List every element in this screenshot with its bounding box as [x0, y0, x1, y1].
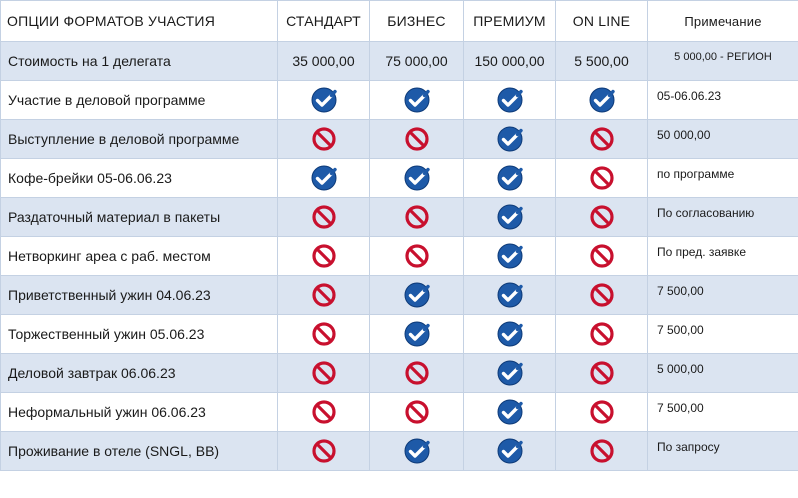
header-options: ОПЦИИ ФОРМАТОВ УЧАСТИЯ: [1, 1, 278, 42]
cell-online: [556, 432, 648, 471]
prohibited-icon: [589, 130, 615, 147]
row-label: Неформальный ужин 06.06.23: [1, 393, 278, 432]
cell-business: [370, 315, 464, 354]
cell-standard: [278, 198, 370, 237]
cell-business: [370, 159, 464, 198]
check-icon: [404, 169, 430, 186]
prohibited-icon: [589, 286, 615, 303]
cell-premium: [464, 432, 556, 471]
row-note: 05-06.06.23: [648, 81, 798, 120]
header-online: ON LINE: [556, 1, 648, 42]
table-row: [1, 120, 798, 159]
cell-premium: [464, 237, 556, 276]
check-icon: [497, 208, 523, 225]
row-label: Приветственный ужин 04.06.23: [1, 276, 278, 315]
prohibited-icon: [404, 208, 430, 225]
prohibited-icon: [404, 247, 430, 264]
row-note: 50 000,00: [648, 120, 798, 159]
row-label: Деловой завтрак 06.06.23: [1, 354, 278, 393]
cell-standard: [278, 354, 370, 393]
price-business: 75 000,00: [370, 42, 464, 81]
price-online: 5 500,00: [556, 42, 648, 81]
cell-business: [370, 81, 464, 120]
cell-online: [556, 81, 648, 120]
prohibited-icon: [311, 208, 337, 225]
cell-online: [556, 354, 648, 393]
cell-online: [556, 159, 648, 198]
prohibited-icon: [311, 325, 337, 342]
check-icon: [311, 91, 337, 108]
check-icon: [497, 247, 523, 264]
check-icon: [497, 130, 523, 147]
cell-standard: [278, 159, 370, 198]
prohibited-icon: [311, 130, 337, 147]
cell-premium: [464, 198, 556, 237]
row-note: 7 500,00: [648, 393, 798, 432]
cell-online: [556, 393, 648, 432]
check-icon: [497, 442, 523, 459]
price-label: Стоимость на 1 делегата: [1, 42, 278, 81]
cell-premium: [464, 393, 556, 432]
cell-business: [370, 354, 464, 393]
row-note: по программе: [648, 159, 798, 198]
cell-standard: [278, 393, 370, 432]
cell-business: [370, 198, 464, 237]
table-row: [1, 393, 798, 432]
table-row: [1, 81, 798, 120]
table-row: [1, 276, 798, 315]
header-row: [1, 1, 798, 42]
prohibited-icon: [589, 403, 615, 420]
prohibited-icon: [404, 130, 430, 147]
prohibited-icon: [589, 247, 615, 264]
check-icon: [311, 169, 337, 186]
table-row: [1, 159, 798, 198]
cell-business: [370, 120, 464, 159]
check-icon: [404, 442, 430, 459]
cell-standard: [278, 81, 370, 120]
table-row: [1, 432, 798, 471]
cell-online: [556, 315, 648, 354]
row-label: Торжественный ужин 05.06.23: [1, 315, 278, 354]
header-premium: ПРЕМИУМ: [464, 1, 556, 42]
table-row: [1, 198, 798, 237]
cell-online: [556, 237, 648, 276]
price-note: 5 000,00 - РЕГИОН: [648, 42, 798, 81]
prohibited-icon: [311, 247, 337, 264]
cell-business: [370, 393, 464, 432]
header-note: Примечание: [648, 1, 798, 42]
cell-premium: [464, 159, 556, 198]
check-icon: [497, 91, 523, 108]
cell-business: [370, 237, 464, 276]
check-icon: [497, 364, 523, 381]
prohibited-icon: [404, 364, 430, 381]
prohibited-icon: [589, 442, 615, 459]
price-premium: 150 000,00: [464, 42, 556, 81]
cell-standard: [278, 237, 370, 276]
check-icon: [404, 286, 430, 303]
prohibited-icon: [589, 169, 615, 186]
row-note: По пред. заявке: [648, 237, 798, 276]
prohibited-icon: [589, 364, 615, 381]
cell-premium: [464, 276, 556, 315]
row-note: По согласованию: [648, 198, 798, 237]
price-standard: 35 000,00: [278, 42, 370, 81]
header-business: БИЗНЕС: [370, 1, 464, 42]
cell-online: [556, 120, 648, 159]
cell-online: [556, 198, 648, 237]
check-icon: [404, 91, 430, 108]
cell-standard: [278, 120, 370, 159]
cell-business: [370, 276, 464, 315]
cell-standard: [278, 315, 370, 354]
cell-premium: [464, 120, 556, 159]
prohibited-icon: [589, 208, 615, 225]
check-icon: [497, 325, 523, 342]
cell-business: [370, 432, 464, 471]
row-label: Раздаточный материал в пакеты: [1, 198, 278, 237]
prohibited-icon: [311, 442, 337, 459]
row-note: 7 500,00: [648, 276, 798, 315]
table-row: [1, 315, 798, 354]
check-icon: [497, 169, 523, 186]
prohibited-icon: [311, 286, 337, 303]
cell-premium: [464, 81, 556, 120]
check-icon: [497, 403, 523, 420]
row-note: 5 000,00: [648, 354, 798, 393]
cell-online: [556, 276, 648, 315]
row-label: Нетворкинг ареа с раб. местом: [1, 237, 278, 276]
prohibited-icon: [311, 403, 337, 420]
row-label: Проживание в отеле (SNGL, BB): [1, 432, 278, 471]
price-row: [1, 42, 798, 81]
cell-premium: [464, 315, 556, 354]
table-row: [1, 237, 798, 276]
table-row: [1, 354, 798, 393]
row-label: Участие в деловой программе: [1, 81, 278, 120]
header-standard: СТАНДАРТ: [278, 1, 370, 42]
prohibited-icon: [589, 325, 615, 342]
prohibited-icon: [311, 364, 337, 381]
row-label: Выступление в деловой программе: [1, 120, 278, 159]
cell-standard: [278, 432, 370, 471]
cell-premium: [464, 354, 556, 393]
cell-standard: [278, 276, 370, 315]
check-icon: [404, 325, 430, 342]
check-icon: [497, 286, 523, 303]
check-icon: [589, 91, 615, 108]
row-note: По запросу: [648, 432, 798, 471]
row-note: 7 500,00: [648, 315, 798, 354]
prohibited-icon: [404, 403, 430, 420]
row-label: Кофе-брейки 05-06.06.23: [1, 159, 278, 198]
